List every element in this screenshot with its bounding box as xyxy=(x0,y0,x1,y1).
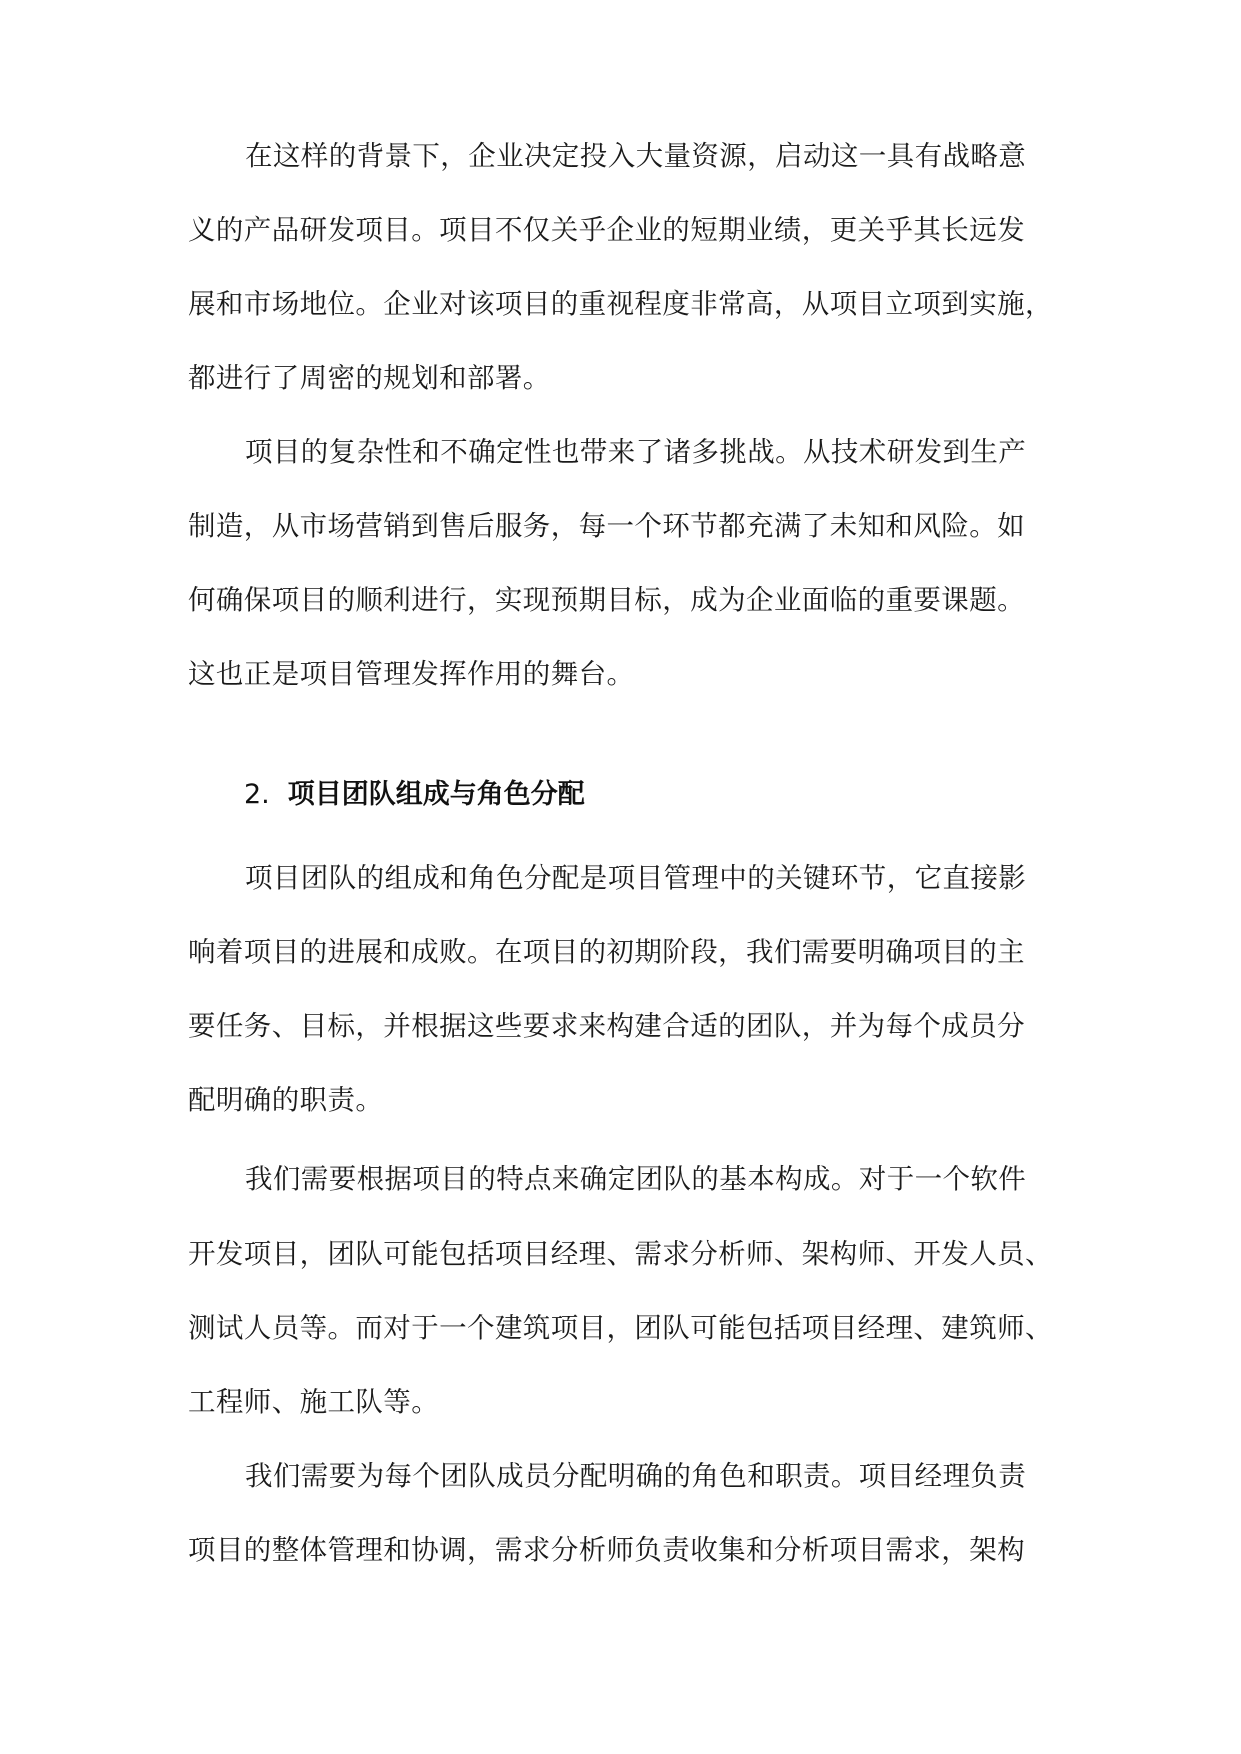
section-paragraph-2-line-4: 工程师、施工队等。 xyxy=(188,1386,440,1418)
paragraph-2-line-2: 制造，从市场营销到售后服务，每一个环节都充满了未知和风险。如 xyxy=(188,510,1025,542)
paragraph-1-line-3: 展和市场地位。企业对该项目的重视程度非常高，从项目立项到实施， xyxy=(188,288,1053,320)
section-paragraph-1-line-4: 配明确的职责。 xyxy=(188,1084,384,1116)
section-paragraph-1-line-1: 项目团队的组成和角色分配是项目管理中的关键环节，它直接影 xyxy=(245,862,1027,894)
paragraph-1-line-2: 义的产品研发项目。项目不仅关乎企业的短期业绩，更关乎其长远发 xyxy=(188,214,1025,246)
section-heading xyxy=(244,777,585,813)
section-paragraph-3-line-1: 我们需要为每个团队成员分配明确的角色和职责。项目经理负责 xyxy=(245,1460,1027,1492)
section-paragraph-1-line-2: 响着项目的进展和成败。在项目的初期阶段，我们需要明确项目的主 xyxy=(188,936,1025,968)
paragraph-1-line-4: 都进行了周密的规划和部署。 xyxy=(188,362,551,394)
section-paragraph-2-line-1: 我们需要根据项目的特点来确定团队的基本构成。对于一个软件 xyxy=(245,1163,1027,1195)
paragraph-2-line-3: 何确保项目的顺利进行，实现预期目标，成为企业面临的重要课题。 xyxy=(188,584,1025,616)
section-paragraph-1-line-3: 要任务、目标，并根据这些要求来构建合适的团队，并为每个成员分 xyxy=(188,1010,1025,1042)
section-paragraph-2-line-3: 测试人员等。而对于一个建筑项目，团队可能包括项目经理、建筑师、 xyxy=(188,1312,1053,1344)
section-paragraph-3-line-2: 项目的整体管理和协调，需求分析师负责收集和分析项目需求，架构 xyxy=(188,1534,1025,1566)
section-paragraph-2-line-2: 开发项目，团队可能包括项目经理、需求分析师、架构师、开发人员、 xyxy=(188,1238,1053,1270)
section-number: 2. xyxy=(244,779,270,810)
paragraph-2-line-4: 这也正是项目管理发挥作用的舞台。 xyxy=(188,658,635,690)
paragraph-1-line-1: 在这样的背景下，企业决定投入大量资源，启动这一具有战略意 xyxy=(245,140,1027,172)
paragraph-2-line-1: 项目的复杂性和不确定性也带来了诸多挑战。从技术研发到生产 xyxy=(245,436,1027,468)
section-title: 项目团队组成与角色分配 xyxy=(287,779,585,810)
